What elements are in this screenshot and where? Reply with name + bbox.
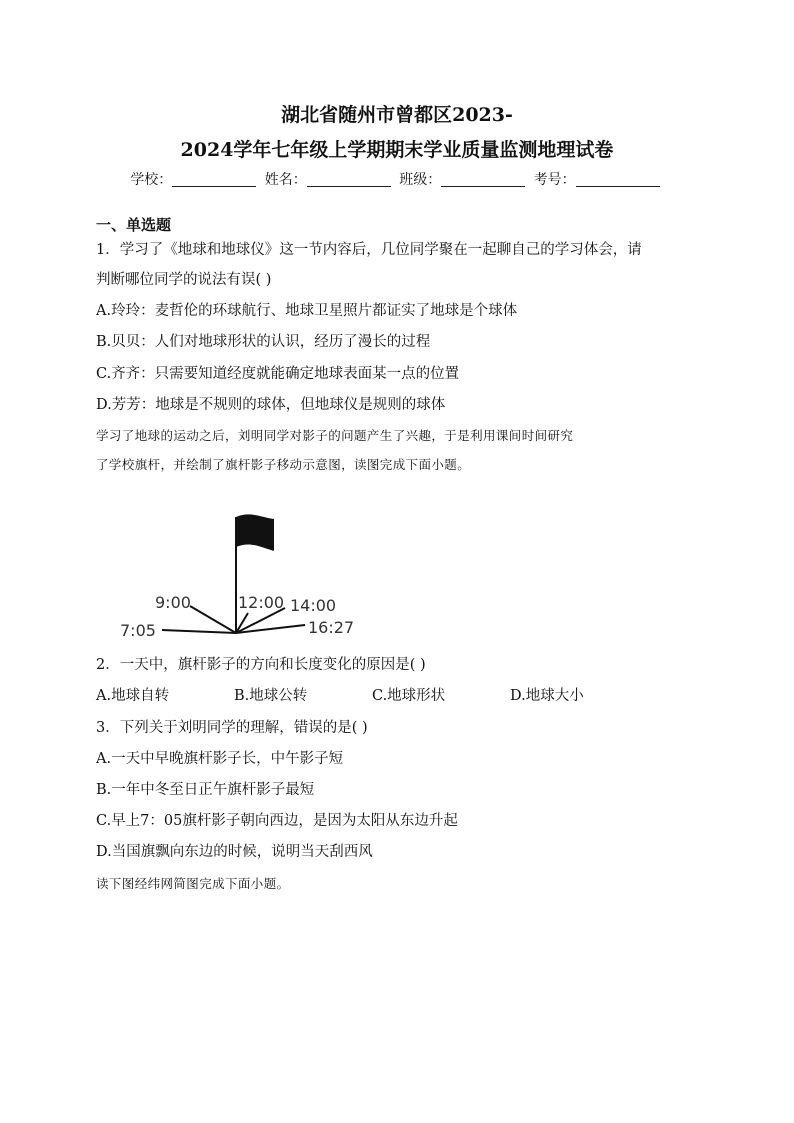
q2-option-c[interactable]: C.地球形状 xyxy=(372,688,446,704)
q3-option-c[interactable]: C.早上7：05旗杆影子朝向西边，是因为太阳从东边升起 xyxy=(96,813,458,829)
shadow-0900 xyxy=(190,606,236,633)
material1-line2: 了学校旗杆，并绘制了旗杆影子移动示意图，读图完成下面小题。 xyxy=(96,457,471,472)
q2-option-d[interactable]: D.地球大小 xyxy=(510,688,584,704)
material1-line1: 学习了地球的运动之后，刘明同学对影子的问题产生了兴趣，于是利用课间时间研究 xyxy=(96,428,574,443)
q1-option-a[interactable]: A.玲玲：麦哲伦的环球航行、地球卫星照片都证实了地球是个球体 xyxy=(96,303,518,319)
school-blank[interactable] xyxy=(172,172,256,187)
q2-stem: 2．一天中，旗杆影子的方向和长度变化的原因是( ) xyxy=(96,657,426,673)
flagpole-shadow-figure xyxy=(100,505,380,645)
class-blank[interactable] xyxy=(441,172,525,187)
exam-title-line1: 湖北省随州市曾都区2023- xyxy=(281,104,513,126)
school-label: 学校： xyxy=(130,172,173,188)
class-label: 班级： xyxy=(399,172,442,188)
shadow-1627 xyxy=(236,625,305,633)
student-info-row xyxy=(0,170,794,190)
name-blank[interactable] xyxy=(307,172,391,187)
exam-number-blank[interactable] xyxy=(576,172,660,187)
q2-option-a[interactable]: A.地球自转 xyxy=(96,688,170,704)
label-1627: 16:27 xyxy=(308,618,355,637)
q3-stem: 3．下列关于刘明同学的理解，错误的是( ) xyxy=(96,720,368,736)
exam-title-line2: 2024学年七年级上学期期末学业质量监测地理试卷 xyxy=(180,139,614,161)
exam-number-label: 考号： xyxy=(533,172,576,188)
flag-icon xyxy=(236,514,274,551)
q3-option-d[interactable]: D.当国旗飘向东边的时候，说明当天刮西风 xyxy=(96,844,373,860)
q1-option-d[interactable]: D.芳芳：地球是不规则的球体，但地球仪是规则的球体 xyxy=(96,397,446,413)
q1-option-c[interactable]: C.齐齐：只需要知道经度就能确定地球表面某一点的位置 xyxy=(96,366,460,382)
name-label: 姓名： xyxy=(264,172,307,188)
q1-option-b[interactable]: B.贝贝：人们对地球形状的认识，经历了漫长的过程 xyxy=(96,334,431,350)
section-title: 一、单选题 xyxy=(96,216,172,234)
q1-stem-line2: 判断哪位同学的说法有误( ) xyxy=(96,272,272,288)
label-0705: 7:05 xyxy=(120,621,156,640)
label-0900: 9:00 xyxy=(155,593,191,612)
q3-option-a[interactable]: A.一天中早晚旗杆影子长，中午影子短 xyxy=(96,751,344,767)
q3-option-b[interactable]: B.一年中冬至日正午旗杆影子最短 xyxy=(96,782,315,798)
label-1200: 12:00 xyxy=(238,593,285,612)
q2-options xyxy=(96,686,706,706)
label-1400: 14:00 xyxy=(290,596,337,615)
material2: 读下图经纬网简图完成下面小题。 xyxy=(96,876,290,891)
q1-stem-line1: 1．学习了《地球和地球仪》这一节内容后，几位同学聚在一起聊自己的学习体会，请 xyxy=(96,242,642,258)
shadow-0705 xyxy=(162,630,236,633)
q2-option-b[interactable]: B.地球公转 xyxy=(234,688,308,704)
